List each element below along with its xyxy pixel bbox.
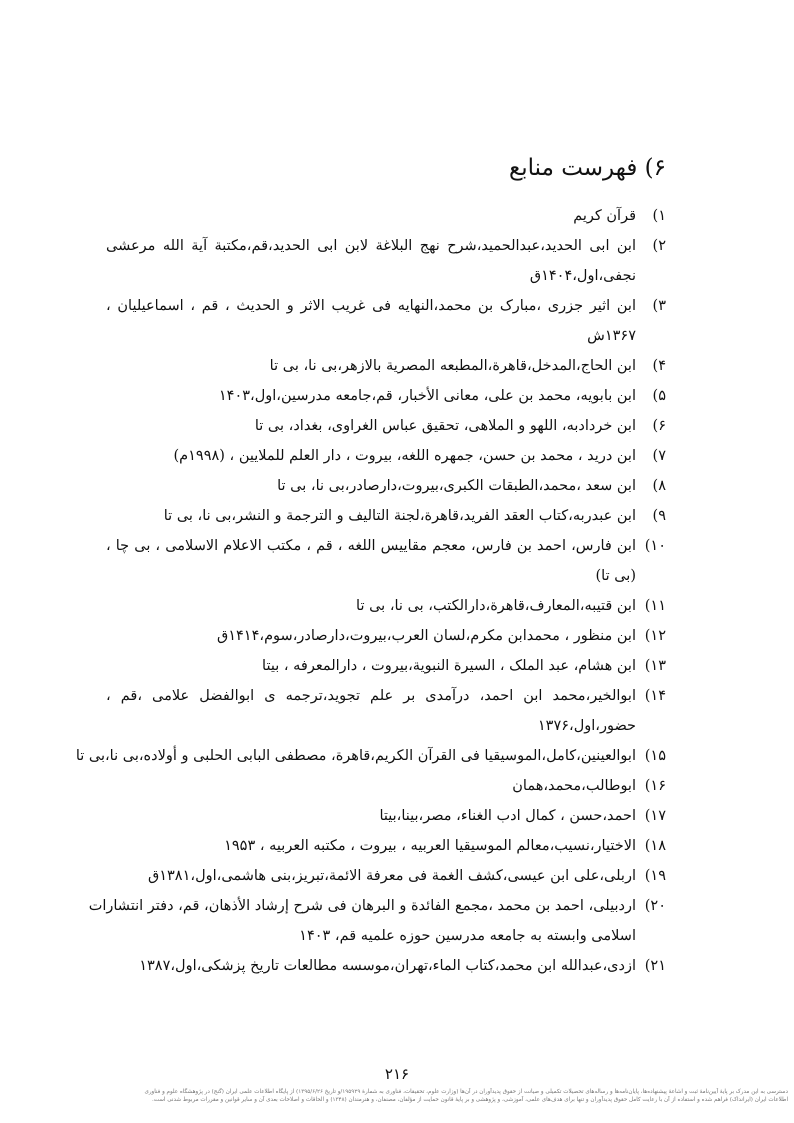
reference-line: ابوطالب،محمد،همان xyxy=(512,778,636,794)
reference-line: ابن الحاج،المدخل،قاهرة،المطبعه المصریة بالازهر،بی نا، بی تا xyxy=(269,358,636,374)
reference-item xyxy=(106,621,666,651)
reference-line: اردبیلی، احمد بن محمد ،مجمع الفائدة و البرهان فی شرح إرشاد الأذهان، قم، دفتر انتشارات xyxy=(88,898,636,914)
reference-line: الاختیار،نسیب،معالم الموسیقیا العربیه ، بیروت ، مکتبه العربیه ، ۱۹۵۳ xyxy=(224,838,636,854)
reference-line: ۱۳۶۷ش xyxy=(587,328,636,344)
reference-line: ابن ابی الحدید،عبدالحمید،شرح نهج البلاغة لابن ابی الحدید،قم،مکتبة آیة الله مرعشی xyxy=(106,238,636,254)
reference-text xyxy=(106,351,636,381)
reference-item xyxy=(106,471,666,501)
reference-line: ابن سعد ،محمد،الطبقات الکبری،بیروت،دارصادر،بی نا، بی تا xyxy=(277,478,636,494)
reference-number: ۱۳) xyxy=(644,658,666,674)
reference-number: ۱۶) xyxy=(644,778,666,794)
reference-item xyxy=(106,591,666,621)
reference-text xyxy=(106,651,636,681)
reference-item xyxy=(88,891,666,951)
reference-text xyxy=(76,741,636,771)
reference-text xyxy=(106,201,636,231)
reference-number: ۹) xyxy=(652,508,666,524)
reference-text xyxy=(106,501,636,531)
reference-item xyxy=(106,831,666,861)
reference-number: ۷) xyxy=(652,448,666,464)
reference-line: ابوالخیر،محمد ابن احمد، درآمدی بر علم تجوید،ترجمه ی ابوالفضل علامی ،قم ، xyxy=(106,688,636,704)
reference-line: ابن خردادبه، اللهو و الملاهی، تحقیق عباس الغراوی، بغداد، بی تا xyxy=(254,418,636,434)
reference-text xyxy=(106,411,636,441)
reference-number: ۱۴) xyxy=(644,688,666,704)
reference-line: نجفی،اول،۱۴۰۴ق xyxy=(529,268,636,284)
reference-text xyxy=(106,381,636,411)
reference-number: ۱۸) xyxy=(644,838,666,854)
reference-number: ۲۱) xyxy=(644,958,666,974)
reference-number: ۳) xyxy=(652,298,666,314)
reference-item xyxy=(106,861,666,891)
reference-text xyxy=(106,861,636,891)
reference-text xyxy=(106,831,636,861)
reference-item xyxy=(106,201,666,231)
reference-line: ابن بابویه، محمد بن علی، معانی الأخبار، قم،جامعه مدرسین،اول،۱۴۰۳ xyxy=(218,388,636,404)
reference-line: حضور،اول،۱۳۷۶ xyxy=(537,718,636,734)
reference-item xyxy=(106,381,666,411)
reference-line: ابن اثیر جزری ،مبارک بن محمد،النهایه فی غریب الاثر و الحدیث ، قم ، اسماعیلیان ، xyxy=(106,298,636,314)
reference-item xyxy=(106,681,666,741)
reference-item xyxy=(106,951,666,981)
reference-text xyxy=(106,441,636,471)
reference-number: ۲۰) xyxy=(644,898,666,914)
reference-item xyxy=(106,501,666,531)
reference-line: ابن درید ، محمد بن حسن، جمهره اللغه، بیروت ، دار العلم للملایین ، (۱۹۹۸م) xyxy=(173,448,636,464)
reference-line: ابن عبدربه،کتاب العقد الفرید،قاهرة،لجنة التالیف و الترجمة و النشر،بی نا، بی تا xyxy=(163,508,636,524)
reference-line: ابوالعینین،کامل،الموسیقیا فی القرآن الکریم،قاهرة، مصطفی البابی الحلبی و أولاده،بی نا،بی تا xyxy=(75,748,636,764)
reference-item xyxy=(106,351,666,381)
reference-number: ۱۷) xyxy=(644,808,666,824)
page-number: ۲۱۶ xyxy=(384,1065,410,1083)
reference-number: ۱۵) xyxy=(644,748,666,764)
reference-line: ابن هشام، عبد الملک ، السیرة النبویة،بیروت ، دارالمعرفه ، بیتا xyxy=(262,658,636,674)
reference-line: اسلامی وابسته به جامعه مدرسین حوزه علمیه قم، ۱۴۰۳ xyxy=(299,928,636,944)
reference-text xyxy=(106,471,636,501)
reference-line: ازدی،عبدالله ابن محمد،کتاب الماء،تهران،موسسه مطالعات تاریخ پزشکی،اول،۱۳۸۷ xyxy=(139,958,636,974)
reference-number: ۱۱) xyxy=(644,598,666,614)
reference-item xyxy=(106,291,666,351)
reference-text xyxy=(89,891,636,951)
reference-item xyxy=(106,801,666,831)
reference-list xyxy=(75,201,666,981)
reference-text xyxy=(106,951,636,981)
reference-number: ۵) xyxy=(652,388,666,404)
reference-number: ۱۹) xyxy=(644,868,666,884)
reference-number: ۱۰) xyxy=(644,538,666,554)
reference-number: ۱۲) xyxy=(644,628,666,644)
reference-item xyxy=(106,771,666,801)
reference-line: اربلی،علی ابن عیسی،کشف الغمة فی معرفة الائمة،تبریز،بنی هاشمی،اول،۱۳۸۱ق xyxy=(147,868,636,884)
reference-item xyxy=(106,651,666,681)
reference-item xyxy=(75,741,666,771)
reference-text xyxy=(106,801,636,831)
reference-text xyxy=(106,621,636,651)
footer-copyright-note xyxy=(6,1088,788,1104)
section-title: ۶) فهرست منابع xyxy=(508,155,666,182)
reference-number: ۲) xyxy=(652,238,666,254)
reference-text xyxy=(106,771,636,801)
reference-line: ابن فارس، احمد بن فارس، معجم مقاییس اللغه ، قم ، مکتب الاعلام الاسلامی ، بی چا ، xyxy=(106,538,636,554)
reference-text xyxy=(106,291,636,351)
reference-item xyxy=(106,231,666,291)
reference-item xyxy=(106,411,666,441)
reference-text xyxy=(106,531,636,591)
reference-number: ۶) xyxy=(652,418,666,434)
reference-text xyxy=(106,591,636,621)
reference-number: ۴) xyxy=(652,358,666,374)
footer-line: اطلاعات ایران (ایرانداک) فراهم شده و استفاده از آن با رعایت کامل حقوق پدیدآوران و تنها برای هدف‌های علمی، آموزشی، و پژوهشی و بر پایهٔ قانون حمایت از مؤلفان، مصنفان، و هنرمندان (۱۳۴۸) و الحاقات و اصلاحات بعدی آن و سایر قوانین و مقررات مربوط شدنی است. xyxy=(151,1097,788,1103)
reference-line: ابن منظور ، محمدابن مکرم،لسان العرب،بیروت،دارصادر،سوم،۱۴۱۴ق xyxy=(216,628,636,644)
reference-line: (بی تا) xyxy=(595,568,636,584)
reference-line: ابن قتیبه،المعارف،قاهرة،دارالکتب، بی نا، بی تا xyxy=(356,598,636,614)
reference-text xyxy=(106,231,636,291)
reference-line: قرآن کریم xyxy=(573,208,636,224)
reference-number: ۸) xyxy=(652,478,666,494)
reference-line: احمد،حسن ، کمال ادب الغناء، مصر،بینا،بیتا xyxy=(379,808,636,824)
reference-number: ۱) xyxy=(652,208,666,224)
reference-item xyxy=(106,531,666,591)
reference-item xyxy=(106,441,666,471)
footer-line: دسترسی به این مدرک بر پایهٔ آیین‌نامهٔ ثبت و اشاعهٔ پیشنهاده‌ها، پایان‌نامه‌ها و رساله‌های تحصیلات تکمیلی و صیانت از حقوق پدیدآوران در آن‌ها (وزارت علوم، تحقیقات، فناوری به شمارهٔ ۱۹۵۹۲۹/و تاریخ ۱۳۹۵/۶/۲۶) از پایگاه اطلاعات علمی ایران (گنج) در پژوهشگاه علوم و فناوری xyxy=(144,1089,788,1095)
reference-text xyxy=(106,681,636,741)
